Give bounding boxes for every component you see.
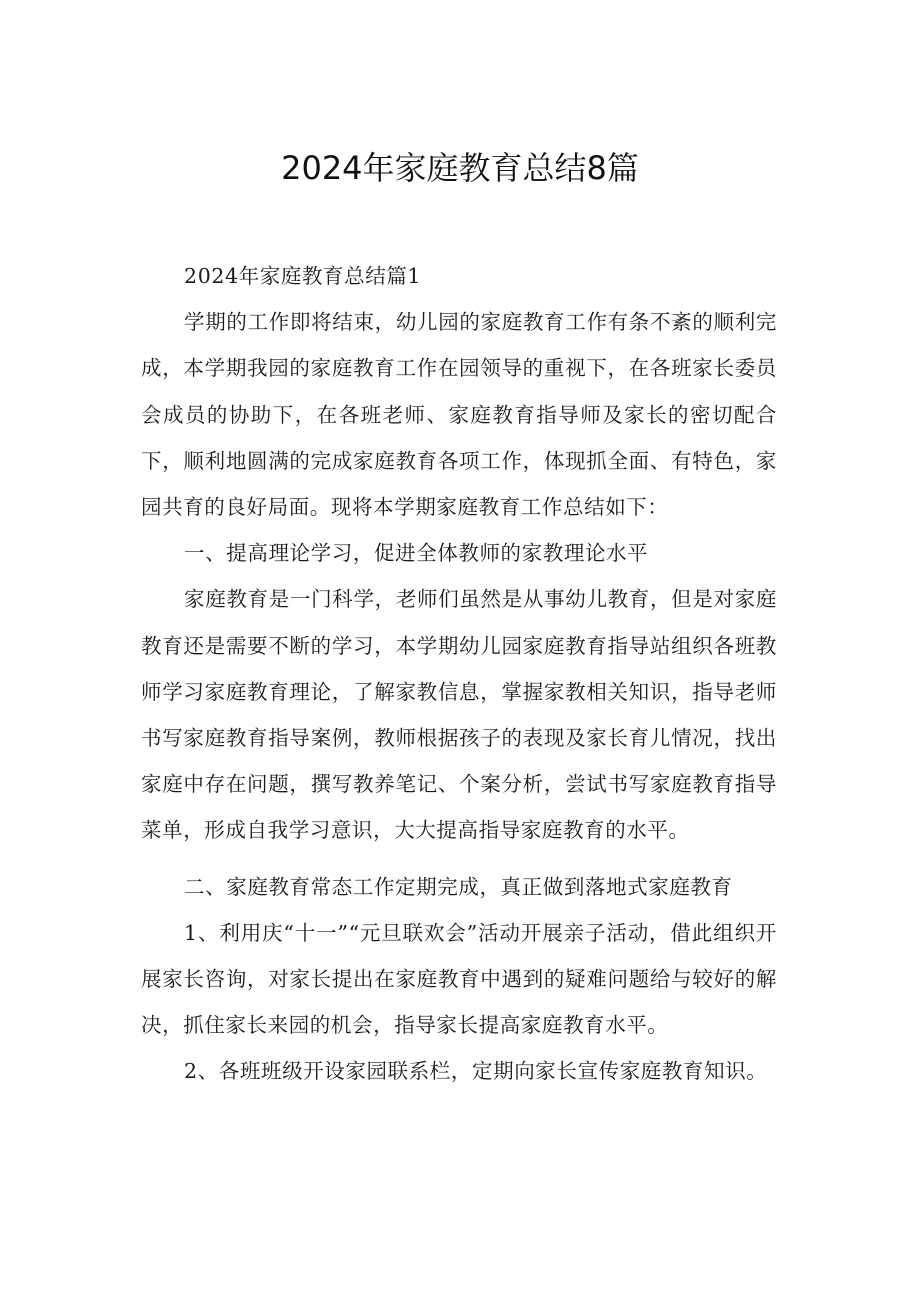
body-paragraph: 2、各班班级开设家园联系栏，定期向家长宣传家庭教育知识。 — [184, 1059, 768, 1084]
document-title: 2024年家庭教育总结8篇 — [281, 149, 639, 187]
body-paragraph: 学期的工作即将结束，幼儿园的家庭教育工作有条不紊的顺利完成，本学期我园的家庭教育工作在园领导的重视下，在各班家长委员会成员的协助下，在各班老师、家庭教育指导师及家长的密切配合下，顺利地圆满的完成家庭教育各项工作，体现抓全面、有特色，家园共育的良好局面。现将本学期家庭教育工作总结如下： — [141, 310, 777, 520]
body-paragraph: 家庭教育是一门科学，老师们虽然是从事幼儿教育，但是对家庭教育还是需要不断的学习，本学期幼儿园家庭教育指导站组织各班教师学习家庭教育理论，了解家教信息，掌握家教相关知识，指导老师书写家庭教育指导案例，教师根据孩子的表现及家长育儿情况，找出家庭中存在问题，撰写教养笔记、个案分析，尝试书写家庭教育指导菜单，形成自我学习意识，大大提高指导家庭教育的水平。 — [141, 587, 777, 843]
section-heading: 二、家庭教育常态工作定期完成，真正做到落地式家庭教育 — [184, 874, 733, 899]
document-body — [141, 253, 777, 1095]
section-heading: 一、提高理论学习，促进全体教师的家教理论水平 — [184, 541, 649, 566]
body-paragraph: 1、利用庆“十一”“元旦联欢会”活动开展亲子活动，借此组织开展家长咨询，对家长提出在家庭教育中遇到的疑难问题给与较好的解决，抓住家长来园的机会，指导家长提高家庭教育水平。 — [141, 920, 777, 1038]
section-heading: 2024年家庭教育总结篇1 — [184, 264, 422, 288]
